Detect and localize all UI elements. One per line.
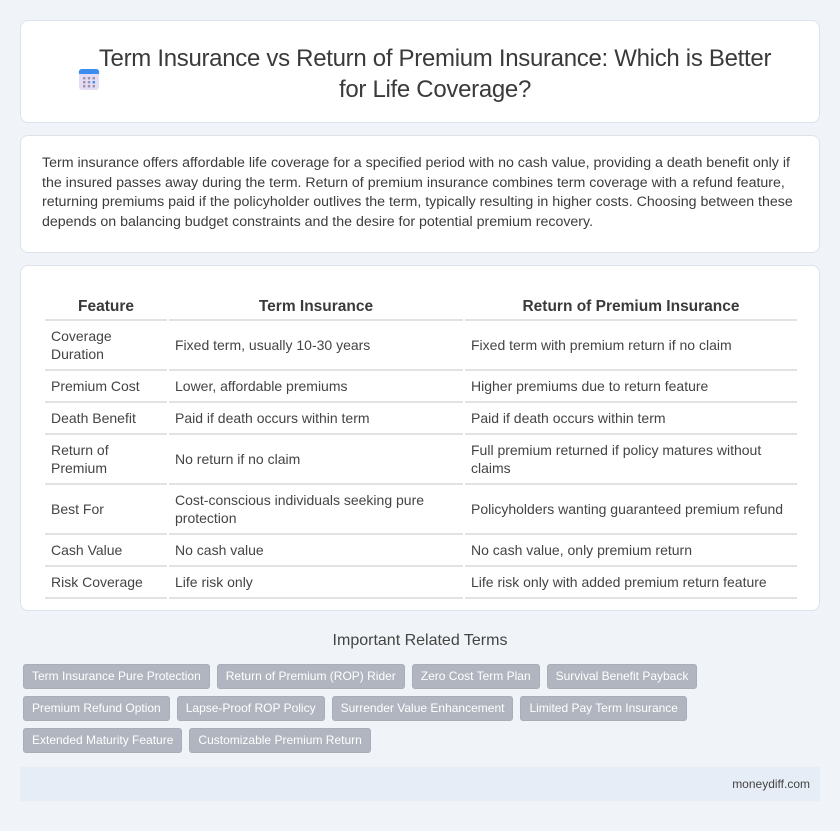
table-row bbox=[45, 435, 797, 485]
table-row bbox=[45, 321, 797, 371]
header-rop-insurance: Return of Premium Insurance bbox=[465, 292, 797, 321]
feature-cell: Death Benefit bbox=[45, 403, 167, 435]
term-cell: Paid if death occurs within term bbox=[169, 403, 463, 435]
feature-cell: Best For bbox=[45, 485, 167, 535]
related-term-tag[interactable]: Survival Benefit Payback bbox=[547, 664, 698, 689]
feature-cell: Risk Coverage bbox=[45, 567, 167, 599]
term-cell: Fixed term, usually 10-30 years bbox=[169, 321, 463, 371]
related-term-tag[interactable]: Surrender Value Enhancement bbox=[332, 696, 514, 721]
site-name: moneydiff.com bbox=[732, 777, 810, 791]
related-term-tag[interactable]: Extended Maturity Feature bbox=[23, 728, 182, 753]
rop-cell: Policyholders wanting guaranteed premium refund bbox=[465, 485, 797, 535]
page-title: Term Insurance vs Return of Premium Insurance: Which is Better for Life Coverage? bbox=[98, 45, 772, 103]
term-cell: Life risk only bbox=[169, 567, 463, 599]
related-term-tag[interactable]: Limited Pay Term Insurance bbox=[520, 696, 687, 721]
related-terms-heading: Important Related Terms bbox=[332, 632, 508, 649]
table-row bbox=[45, 485, 797, 535]
table-row bbox=[45, 535, 797, 567]
header-feature: Feature bbox=[45, 292, 167, 321]
table-row bbox=[45, 567, 797, 599]
table-row bbox=[45, 371, 797, 403]
related-term-tag[interactable]: Return of Premium (ROP) Rider bbox=[217, 664, 405, 689]
term-cell: Cost-conscious individuals seeking pure protection bbox=[169, 485, 463, 535]
rop-cell: Fixed term with premium return if no claim bbox=[465, 321, 797, 371]
related-term-tag[interactable]: Term Insurance Pure Protection bbox=[23, 664, 210, 689]
intro-paragraph: Term insurance offers affordable life coverage for a specified period with no cash value, providing a death benefit only if the insured passes away during the term. Return of premium insurance combines term coverage with a refund feature, returning premiums paid if the policyholder outlives the term, typically resulting in higher costs. Choosing between these depends on balancing budget constraints and the desire for potential premium recovery. bbox=[42, 155, 793, 230]
feature-cell: Premium Cost bbox=[45, 371, 167, 403]
comparison-table bbox=[43, 292, 799, 599]
table-header-row bbox=[45, 292, 797, 321]
term-cell: Lower, affordable premiums bbox=[169, 371, 463, 403]
term-cell: No cash value bbox=[169, 535, 463, 567]
related-term-tag[interactable]: Customizable Premium Return bbox=[189, 728, 370, 753]
rop-cell: Paid if death occurs within term bbox=[465, 403, 797, 435]
related-terms-list bbox=[23, 664, 723, 753]
feature-cell: Return of Premium bbox=[45, 435, 167, 485]
feature-cell: Coverage Duration bbox=[45, 321, 167, 371]
term-cell: No return if no claim bbox=[169, 435, 463, 485]
title-card bbox=[20, 20, 820, 123]
rop-cell: No cash value, only premium return bbox=[465, 535, 797, 567]
table-row bbox=[45, 403, 797, 435]
rop-cell: Full premium returned if policy matures without claims bbox=[465, 435, 797, 485]
comparison-table-card bbox=[20, 265, 820, 611]
related-term-tag[interactable]: Premium Refund Option bbox=[23, 696, 170, 721]
related-term-tag[interactable]: Lapse-Proof ROP Policy bbox=[177, 696, 325, 721]
related-term-tag[interactable]: Zero Cost Term Plan bbox=[412, 664, 540, 689]
footer bbox=[20, 767, 820, 801]
rop-cell: Higher premiums due to return feature bbox=[465, 371, 797, 403]
intro-card bbox=[20, 135, 820, 253]
feature-cell: Cash Value bbox=[45, 535, 167, 567]
rop-cell: Life risk only with added premium return feature bbox=[465, 567, 797, 599]
header-term-insurance: Term Insurance bbox=[169, 292, 463, 321]
